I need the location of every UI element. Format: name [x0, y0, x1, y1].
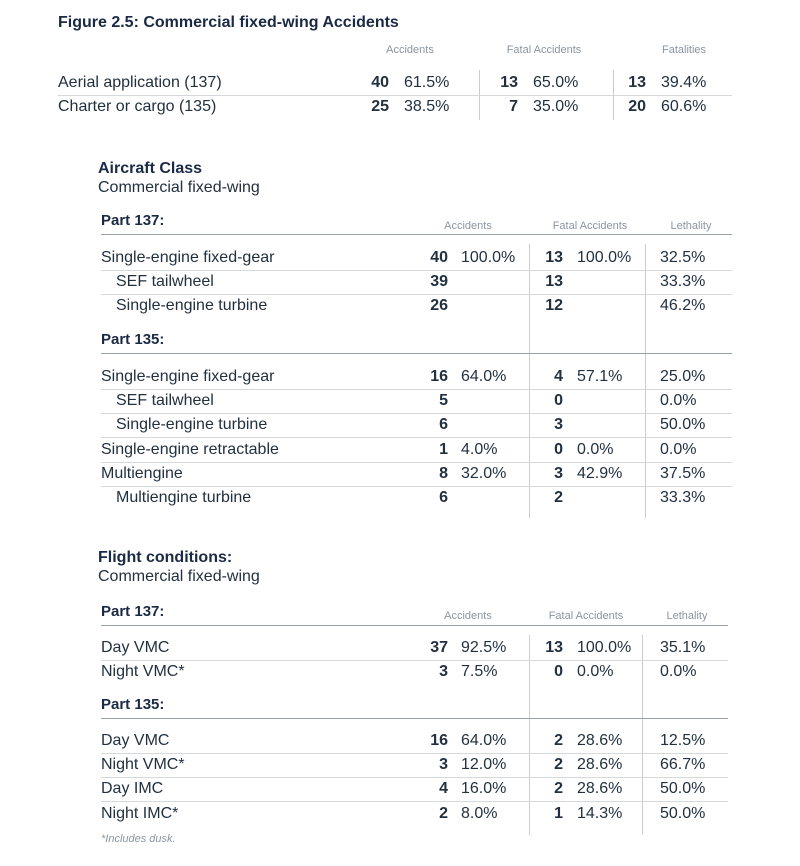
accidents-pct: 100.0% [461, 249, 516, 266]
lethality-pct: 33.3% [660, 273, 706, 290]
table-row [0, 365, 800, 389]
table-row [0, 462, 800, 486]
part-137-label: Part 137: [101, 603, 165, 620]
col-header-accidents: Accidents [386, 44, 434, 56]
fatal-count: 2 [554, 732, 563, 749]
fatal-count: 12 [545, 297, 563, 314]
fatal-count: 0 [554, 392, 563, 409]
accidents-count: 16 [430, 368, 448, 385]
section-subtitle: Commercial fixed-wing [98, 568, 260, 585]
fatal-pct: 0.0% [577, 663, 614, 680]
accidents-count: 1 [439, 441, 448, 458]
row-label: Single-engine turbine [116, 297, 268, 314]
accidents-count: 39 [430, 273, 448, 290]
fatal-count: 0 [554, 663, 563, 680]
table-row [0, 777, 800, 801]
fatal-count: 2 [554, 489, 563, 506]
table-row [0, 729, 800, 753]
row-label: Multiengine [101, 465, 183, 482]
lethality-pct: 0.0% [660, 392, 697, 409]
table-row [0, 753, 800, 777]
table-row [0, 802, 800, 826]
lethality-pct: 0.0% [660, 663, 697, 680]
col-header-accidents: Accidents [444, 610, 492, 622]
section-title: Aircraft Class [98, 160, 203, 177]
fatal-count: 1 [554, 805, 563, 822]
row-label: Day VMC [101, 732, 170, 749]
row-label: Multiengine turbine [116, 489, 252, 506]
table-row [0, 660, 800, 684]
accidents-count: 4 [439, 780, 448, 797]
table-row [0, 294, 800, 318]
row-label: Day IMC [101, 780, 164, 797]
col-header-lethality: Lethality [670, 220, 712, 232]
fatal-count: 7 [509, 98, 518, 115]
footnote: *Includes dusk. [101, 833, 176, 845]
col-header-fatal-accidents: Fatal Accidents [506, 44, 582, 56]
table-row [0, 246, 800, 270]
lethality-pct: 12.5% [660, 732, 706, 749]
fatalities-count: 13 [628, 74, 646, 91]
fatal-count: 4 [554, 368, 563, 385]
section-subtitle: Commercial fixed-wing [98, 179, 260, 196]
accidents-count: 3 [439, 663, 448, 680]
header-rule [101, 353, 732, 354]
table-row [0, 438, 800, 462]
accidents-pct: 7.5% [461, 663, 498, 680]
fatal-count: 2 [554, 780, 563, 797]
accidents-pct: 92.5% [461, 639, 507, 656]
lethality-pct: 66.7% [660, 756, 706, 773]
row-label: Day VMC [101, 639, 170, 656]
fatal-pct: 100.0% [577, 639, 632, 656]
accidents-pct: 61.5% [404, 74, 450, 91]
accidents-pct: 8.0% [461, 805, 498, 822]
fatalities-count: 20 [628, 98, 646, 115]
row-label: Single-engine turbine [116, 416, 268, 433]
col-header-fatal-accidents: Fatal Accidents [548, 610, 624, 622]
lethality-pct: 46.2% [660, 297, 706, 314]
part-137-label: Part 137: [101, 212, 165, 229]
lethality-pct: 50.0% [660, 780, 706, 797]
accidents-count: 40 [371, 74, 389, 91]
fatal-count: 13 [545, 249, 563, 266]
section-title: Flight conditions: [98, 549, 233, 566]
col-header-accidents: Accidents [444, 220, 492, 232]
table-row [0, 95, 800, 119]
lethality-pct: 0.0% [660, 441, 697, 458]
table-row [0, 636, 800, 660]
accidents-count: 6 [439, 416, 448, 433]
row-label: Charter or cargo (135) [58, 98, 217, 115]
accidents-count: 2 [439, 805, 448, 822]
lethality-pct: 25.0% [660, 368, 706, 385]
accidents-count: 37 [430, 639, 448, 656]
fatal-count: 13 [545, 639, 563, 656]
fatalities-pct: 39.4% [661, 74, 707, 91]
fatal-count: 13 [500, 74, 518, 91]
fatalities-pct: 60.6% [661, 98, 707, 115]
col-header-fatal-accidents: Fatal Accidents [552, 220, 628, 232]
row-label: Single-engine retractable [101, 441, 279, 458]
row-label: Single-engine fixed-gear [101, 249, 275, 266]
header-rule [101, 234, 732, 235]
accidents-pct: 64.0% [461, 732, 507, 749]
fatal-pct: 65.0% [533, 74, 579, 91]
table-row [0, 270, 800, 294]
accidents-pct: 38.5% [404, 98, 450, 115]
fatal-pct: 28.6% [577, 780, 623, 797]
table-row [0, 389, 800, 413]
accidents-pct: 16.0% [461, 780, 507, 797]
header-rule [101, 718, 728, 719]
lethality-pct: 35.1% [660, 639, 706, 656]
lethality-pct: 33.3% [660, 489, 706, 506]
part-135-label: Part 135: [101, 696, 165, 713]
row-label: Night VMC* [101, 756, 185, 773]
fatal-count: 13 [545, 273, 563, 290]
accidents-count: 26 [430, 297, 448, 314]
row-label: SEF tailwheel [116, 273, 214, 290]
fatal-pct: 57.1% [577, 368, 623, 385]
lethality-pct: 32.5% [660, 249, 706, 266]
fatal-count: 3 [554, 416, 563, 433]
accidents-count: 8 [439, 465, 448, 482]
fatal-pct: 14.3% [577, 805, 623, 822]
accidents-pct: 12.0% [461, 756, 507, 773]
fatal-pct: 28.6% [577, 756, 623, 773]
lethality-pct: 37.5% [660, 465, 706, 482]
fatal-pct: 42.9% [577, 465, 623, 482]
accidents-count: 40 [430, 249, 448, 266]
row-label: SEF tailwheel [116, 392, 214, 409]
accidents-count: 5 [439, 392, 448, 409]
row-label: Aerial application (137) [58, 74, 222, 91]
lethality-pct: 50.0% [660, 805, 706, 822]
header-rule [101, 625, 728, 626]
part-135-label: Part 135: [101, 331, 165, 348]
accidents-pct: 32.0% [461, 465, 507, 482]
table-row [0, 413, 800, 437]
fatal-pct: 100.0% [577, 249, 632, 266]
fatal-pct: 28.6% [577, 732, 623, 749]
fatal-pct: 0.0% [577, 441, 614, 458]
fatal-count: 2 [554, 756, 563, 773]
fatal-pct: 35.0% [533, 98, 579, 115]
row-label: Night IMC* [101, 805, 179, 822]
col-header-lethality: Lethality [666, 610, 708, 622]
accidents-pct: 4.0% [461, 441, 498, 458]
accidents-count: 25 [371, 98, 389, 115]
accidents-count: 3 [439, 756, 448, 773]
accidents-count: 16 [430, 732, 448, 749]
accidents-count: 6 [439, 489, 448, 506]
table-row [0, 486, 800, 510]
row-label: Single-engine fixed-gear [101, 368, 275, 385]
figure-title: Figure 2.5: Commercial fixed-wing Accidents [58, 14, 399, 31]
fatal-count: 3 [554, 465, 563, 482]
accidents-pct: 64.0% [461, 368, 507, 385]
fatal-count: 0 [554, 441, 563, 458]
row-label: Night VMC* [101, 663, 185, 680]
col-header-fatalities: Fatalities [661, 44, 707, 56]
table-row [0, 71, 800, 95]
lethality-pct: 50.0% [660, 416, 706, 433]
